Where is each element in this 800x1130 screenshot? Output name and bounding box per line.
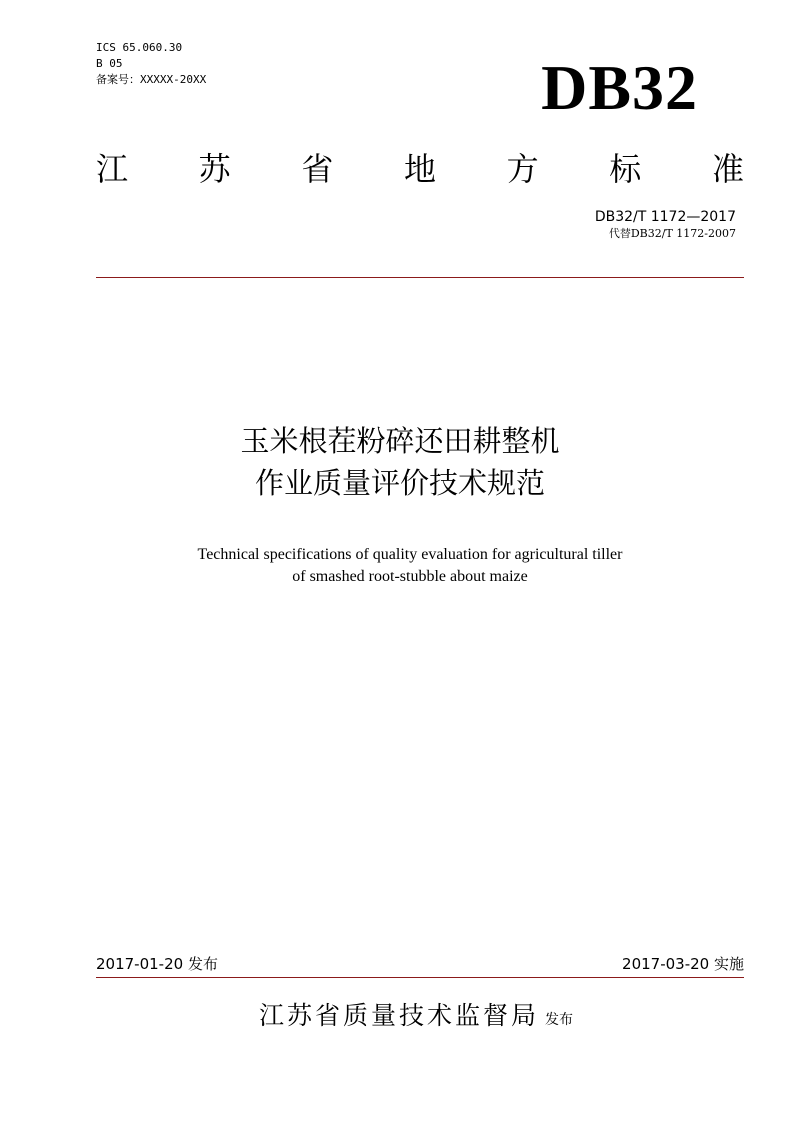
implementation-date: 2017-03-20 实施 (622, 955, 744, 973)
standard-number: DB32/T 1172—2017 (594, 209, 736, 225)
chinese-title-line: 玉米根茬粉碎还田耕整机 (240, 424, 560, 458)
chinese-title-line: 作业质量评价技术规范 (254, 466, 545, 500)
english-title-line: of smashed root-stubble about maize (292, 568, 528, 585)
english-title-line: Technical specifications of quality evaluation for agricultural tiller (197, 546, 623, 563)
publisher (0, 996, 800, 1036)
standard-type-char: 苏 (198, 150, 231, 188)
top-divider (96, 277, 744, 278)
db-code-logo: DB32 (541, 52, 698, 123)
ccs-code: B 05 (96, 57, 123, 70)
bottom-divider (96, 977, 744, 978)
publisher-org: 江苏省质量技术监督局 (258, 1001, 539, 1030)
standard-type-char: 省 (301, 150, 334, 188)
filing-number: 备案号：XXXXX-20XX (96, 73, 207, 86)
standard-type-char: 地 (403, 150, 436, 188)
english-title (0, 544, 800, 588)
standard-type-heading (96, 146, 744, 192)
standard-type-char: 准 (711, 150, 744, 188)
classification-block (96, 40, 206, 88)
issue-date: 2017-01-20 发布 (96, 955, 218, 973)
standard-type-char: 标 (609, 150, 642, 188)
ics-code: ICS 65.060.30 (96, 41, 183, 54)
standard-type-char: 方 (506, 150, 539, 188)
replaces-note: 代替DB32/T 1172-2007 (608, 227, 736, 240)
chinese-title (0, 420, 800, 504)
standard-number-block (595, 208, 736, 242)
publisher-suffix: 发布 (545, 1012, 573, 1028)
standard-type-char: 江 (96, 150, 129, 188)
